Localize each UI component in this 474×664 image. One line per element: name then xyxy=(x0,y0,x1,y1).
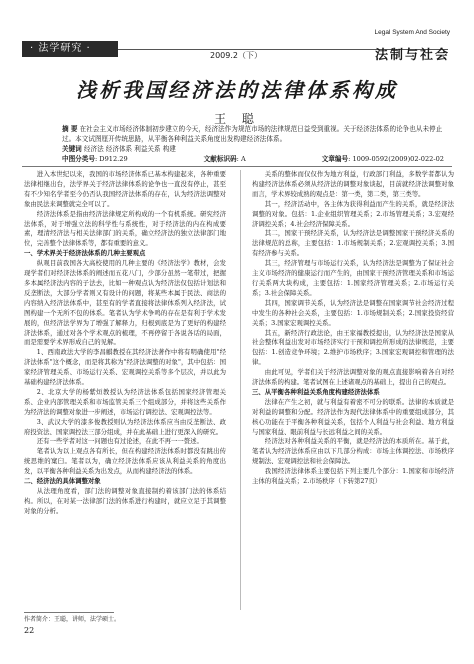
body-paragraph: 2、北京大学的杨紫烜教授认为经济法体系包括国家经济管理关系、企业内部管理关系和市场监管关系三个组成部分，并将这些关系作为经济法的调整对象进一步阐述，市场运行调控法、宏观调控法等。 xyxy=(24,387,226,416)
abstract-divider xyxy=(22,166,452,167)
body-paragraph: 3、武汉大学的漆多俊教授则认为经济法体系应当由反垄断法、政府投资法、国家调控法三部分组成，并在此基础上进行更深入的研究。 xyxy=(24,417,226,436)
body-paragraph: 其一，经济活动中，各主体为获得利益而产生的关系，就是经济法调整的对象。包括：1.企业组织管理关系；2.市场管理关系；3.宏观经济调控关系；4.社会经济保障关系。 xyxy=(252,199,454,228)
body-paragraph: 由此可见，学者们关于经济法调整对象的观点直接影响着各自对经济法体系的构建。笔者试图在上述诸观点的基础上，提出自己的观点。 xyxy=(252,368,454,387)
doc-value: A xyxy=(240,155,246,163)
section-heading: 一、学术界关于经济法体系的几种主要观点 xyxy=(24,249,146,258)
abstract-label: 摘 要 xyxy=(62,125,78,133)
author-footnote: 作者简介：王聪，讲师，法学硕士。 xyxy=(24,616,121,623)
keywords xyxy=(62,144,444,154)
section-banner: · 法学研究 · xyxy=(22,41,118,57)
clc-label: 中图分类号 xyxy=(62,155,95,163)
body-paragraph: 其二，国家干预经济关系，认为经济法是调整国家干预经济关系的法律规范的总称，主要包括：1.市场规制关系；2.宏观调控关系；3.国有经济参与关系。 xyxy=(252,229,454,258)
abstract xyxy=(62,124,444,144)
classification-row xyxy=(62,154,444,164)
column-divider xyxy=(240,170,241,610)
abstract-text: 在社会主义市场经济体制初步建立的今天，经济法作为规范市场的法律规范日益受到重视。关于经济法体系的论争也从未停止过。本文试图厘开传统思路，从平衡各种利益关系角度出发构建经济法体系。 xyxy=(62,125,443,143)
body-paragraph: 从法理角度看，部门法的调整对象直接制约着该部门法的体系结构。所以，在对某一法律部门法的体系进行构建时，就应立足于其调整对象的分析。 xyxy=(24,487,226,515)
body-paragraph: 经济法体系是指由经济法律规定所构成的一个有机系统。研究经济法体系，对于增强立法的科学性与系统性，对于经济法的内在构成要素，理清经济法与相关法律部门的关系，确立经济法的独立法律部门地位，完善整个法律体系等，都有重要的意义。 xyxy=(24,209,226,248)
issue-label: 2009.2（下） xyxy=(210,51,262,60)
body-paragraph: 还有一些学者对这一问题也有过论述，在此不再一一赘述。 xyxy=(36,437,203,446)
body-paragraph: 1、西南政法大学的李昌麒教授在其经济法著作中将有明确使用"经济法体系"这个概念，而是将其称为"经济法调整的对象"，其中包括：国家经济管理关系、市场运行关系、宏观调控关系等多个层次，并以此为基础构建经济法体系。 xyxy=(24,348,226,387)
page-number: 22 xyxy=(24,626,35,635)
body-paragraph: 其三，经济管理与市场运行关系，认为经济法是调整为了保证社会主义市场经济的健康运行而产生的，由国家干预经济管理关系和市场运行关系两大块构成，主要包括：1.国家经济管理关系；2.市场运行关系；3.社会保障关系。 xyxy=(252,259,454,297)
article-title: 浅析我国经济法的法律体系构成 xyxy=(76,78,398,102)
body-column-left xyxy=(24,170,226,517)
keywords-label: 关键词 xyxy=(62,145,82,153)
id-value: 1009-0592(2009)02-022-02 xyxy=(352,155,444,163)
body-paragraph: 进入本世纪以来，我国的市场经济体系已基本构建起来，各种重要法律相继出台，法学界关于经济法律体系的论争也一直没有停止，甚至有不少知名学者至今仍否认我国经济法体系的存在，认为经济法调整对象由民法来调整就完全可以了。 xyxy=(24,170,226,208)
journal-name-english: Legal System And Society xyxy=(374,29,450,36)
clc-value: D912.29 xyxy=(99,155,128,163)
body-paragraph: 笔者认为以上观点各有所长，但在构建经济法体系时都没有跳出传统思维的窠臼。笔者以为，确立经济法体系应该从利益关系的角度出发，以平衡各种利益关系为出发点，从而构建经济法的体系。 xyxy=(24,447,226,476)
clc-code: 中图分类号: D912.29 xyxy=(62,155,128,163)
footnote-rule xyxy=(24,612,114,613)
body-paragraph: 其五，新经济行政法论，由王家福教授提出，认为经济法是国家从社会整体利益出发对市场经济实行干预和调控所形成的法律规范，主要包括：1.创造竞争环境；2.维护市场秩序；3.国家宏观调控和管理的法律。 xyxy=(252,328,454,367)
body-paragraph: 我国经济法律体系主要包括下列主要几个部分：1.国家和市场经济主体的利益关系；2.市场秩序（下转第27页） xyxy=(252,467,454,486)
body-paragraph: 经济法对各种利益关系的平衡，就是经济法的本质所在。基于此，笔者认为经济法体系应由以下几部分构成：市场主体调控法、市场秩序规制法、宏观调控法和社会保障法。 xyxy=(252,437,454,466)
body-paragraph: 法律在产生之初，就与利益有着密不可分的联系。法律的本质就是对利益的调整和分配。经济法作为现代法律体系中的重要组成部分，其核心功能在于平衡各种利益关系，包括个人利益与社会利益、地方利益与国家利益、眼前利益与长远利益之间的关系。 xyxy=(252,397,454,436)
body-paragraph: 关系的整体而仅仅作为地方利益，行政部门利益，多数学者都认为构建经济法体系必须从经济法的调整对象谈起，目前就经济法调整对象而言，学术界较成熟的观点是：第一类，第二类，第三类等。 xyxy=(252,170,454,198)
section-heading: 二、经济法的具体调整对象 xyxy=(24,477,101,486)
section-heading: 三、从平衡各种利益关系角度构建经济法体系 xyxy=(252,387,380,396)
body-paragraph: 其四，国家调节关系，认为经济法是调整在国家调节社会经济过程中发生的各种社会关系，主要包括：1.市场规制关系；2.国家投资经营关系；3.国家宏观调控关系。 xyxy=(252,298,454,327)
doc-label: 文献标识码 xyxy=(203,155,237,163)
id-label: 文章编号 xyxy=(321,155,349,163)
body-column-right xyxy=(252,170,454,487)
body-paragraph: 纵观目前我国各大高校使用的几种主要的《经济法学》教材，会发现学者们对经济法体系的阐述而五花八门，少部分虽然一笔带过，把握多本属经济法内容的子法去，比如一种观点认为经济法仅包括计划法和反垄断法，大部分学者则又有设计的问题，将某些本属于民法、商法的内容纳入经济法体系中，甚至有的学者直接将法律体系列入经济法，试图构建一个无所不包的体系。笔者认为学术争鸣的存在是有利于学术发展的，但经济法学界为了增强了解释力，归根到底是为了更好的构建经济法体系，通过对各个学术观点的梳理，不再停留于各说各话的局面，而是需要学术界形成自己的见解。 xyxy=(24,259,226,347)
journal-name-chinese: 法制与社会 xyxy=(374,48,450,63)
document-code: 文献标识码: A xyxy=(203,155,246,163)
keywords-text: 经济法 经济体系 利益关系 构建 xyxy=(83,145,176,153)
article-id: 文章编号: 1009-0592(2009)02-022-02 xyxy=(321,155,444,163)
article-author: 王 聪 xyxy=(214,112,260,126)
